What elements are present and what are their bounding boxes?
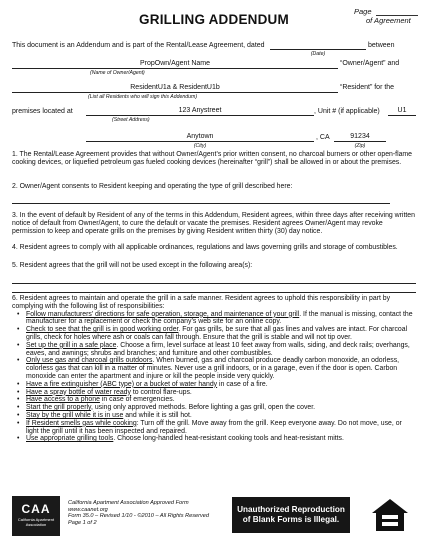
city-caption: (City) <box>193 143 207 149</box>
equal-housing-icon <box>370 497 410 535</box>
paragraph-3: 3. In the event of default by Resident of any of the terms in this Addendum, Resident agrees, within three days after receiving written notice of default from Owner/Agent, to cure the default or vacate the premises. Resident agrees Owner/Agent may revoke permission to keep and operate grills on the premises by giving Resident written thirty (30) day notice. <box>12 212 415 235</box>
footer-info <box>68 500 209 526</box>
paragraph-5: 5. Resident agrees that the grill will not be used except in the following area(s): <box>12 262 253 269</box>
list-item: • Have a spray bottle of water ready to control flare-ups. <box>12 389 416 397</box>
street-caption: (Street Address) <box>112 117 150 123</box>
owner-suffix: “Owner/Agent” and <box>340 60 400 67</box>
list-item: • Have a fire extinguisher (ABC type) or a bucket of water handy in case of a fire. <box>12 381 416 389</box>
date-caption: (Date) <box>310 51 326 57</box>
paragraph-6 <box>12 295 416 443</box>
list-item: • Set up the grill in a safe place. Choose a firm, level surface at least 10 feet away from walls, siding, and deck rails; overhangs, eaves, and awnings; shrubs and branches; and furniture and other combustibles. <box>12 342 416 358</box>
list-item: • Have access to a phone in case of emergencies. <box>12 396 416 404</box>
street-field[interactable] <box>86 115 314 116</box>
intro-lead: This document is an Addendum and is part of the Rental/Lease Agreement, dated <box>12 42 265 49</box>
owner-field[interactable] <box>12 68 338 69</box>
date-field[interactable] <box>270 49 366 50</box>
page-number-field[interactable] <box>376 15 418 16</box>
paragraph-6-intro: 6. Resident agrees to maintain and operate the grill in a safe manner. Resident agrees to uphold this responsibility in part by complying with the following list of responsibilities: <box>12 295 391 310</box>
list-item: • Start the grill properly, using only approved methods. Before lighting a gas grill, open the cover. <box>12 404 416 412</box>
zip-value: 91234 <box>350 133 370 140</box>
street-value: 123 Anystreet <box>178 107 222 114</box>
list-item: • Check to see that the grill is in good working order. For gas grills, be sure that all gas lines and valves are intact. For charcoal grills, check for holes where ash or coals can fall through. Ensure that the grill is stable and will not tip over. <box>12 326 416 342</box>
list-item: • Use appropriate grilling tools. Choose long-handled heat-resistant cooking tools and heat-resistant mitts. <box>12 435 416 443</box>
resident-caption: (List all Residents who will sign this Addendum) <box>88 94 198 100</box>
unit-value: U1 <box>397 107 407 114</box>
resident-field[interactable] <box>12 92 338 93</box>
city-field[interactable] <box>86 141 314 142</box>
premises-label: premises located at <box>12 108 73 115</box>
grill-area-field-1[interactable] <box>12 283 416 284</box>
list-item: • If Resident smells gas while cooking: Turn off the grill. Move away from the grill. Keep everyone away. Do not move, use, or light the grill until it has been inspected and repaired. <box>12 420 416 436</box>
page-of-agreement-box <box>354 7 420 25</box>
ca-label: , CA <box>316 134 330 141</box>
of-agreement-label: of Agreement <box>366 16 411 25</box>
caa-logo: CAA California Apartment Association <box>12 496 60 536</box>
between-label: between <box>368 42 395 49</box>
paragraph-2: 2. Owner/Agent consents to Resident keeping and operating the type of grill described here: <box>12 183 293 190</box>
reproduction-warning-stamp: Unauthorized Reproduction of Blank Forms is Illegal. <box>232 497 350 533</box>
resident-suffix: “Resident” for the <box>340 84 395 91</box>
footer-line-3: Form 35.0 – Revised 1/10 - ©2010 – All Rights Reserved <box>68 513 210 520</box>
zip-caption: (Zip) <box>354 143 366 149</box>
city-value: Anytown <box>186 133 214 140</box>
page-title: GRILLING ADDENDUM <box>139 12 289 27</box>
footer-line-4: Page 1 of 2 <box>68 519 97 526</box>
list-item: • Follow manufacturers’ directions for safe operation, storage, and maintenance of your grill. If the manual is missing, contact the manufacturer for a replacement or check the company’s web site for an online copy. <box>12 311 416 327</box>
grill-type-field[interactable] <box>12 203 390 204</box>
list-item: • Stay by the grill while it is in use and while it is still hot. <box>12 412 416 420</box>
unit-label: , Unit # (if applicable) <box>314 108 380 115</box>
paragraph-1: 1. The Rental/Lease Agreement provides that without Owner/Agent’s prior written consent, no charcoal burners or other open-flame cooking devices, or liquefied petroleum gas fueled cooking devices (hereinafter “grill”) shall be allowed in or about the premises. <box>12 151 413 166</box>
resident-value: ResidentU1a & ResidentU1b <box>130 84 220 91</box>
footer-line-1: California Apartment Association Approved Form <box>68 500 189 506</box>
page-label: Page <box>354 7 372 16</box>
responsibility-list <box>12 311 416 444</box>
grill-area-field-2[interactable] <box>12 292 416 293</box>
footer-line-2: www.caanet.org <box>68 506 108 513</box>
paragraph-4: 4. Resident agrees to comply with all applicable ordinances, regulations and laws governing grills and storage of combustibles. <box>12 244 398 251</box>
list-item: • Only use gas and charcoal grills outdoors. When burned, gas and charcoal produce deadly carbon monoxide, an odorless, colorless gas that can kill in a matter of minutes. Never use a grill indoors, or in a garage, even if the door is open. Carbon monoxide can enter the apartment and injure or kill the people inside very quickly. <box>12 357 416 380</box>
owner-caption: (Name of Owner/Agent) <box>90 70 145 76</box>
unit-field[interactable] <box>388 115 416 116</box>
zip-field[interactable] <box>334 141 386 142</box>
owner-value: PropOwn/Agent Name <box>139 60 211 67</box>
